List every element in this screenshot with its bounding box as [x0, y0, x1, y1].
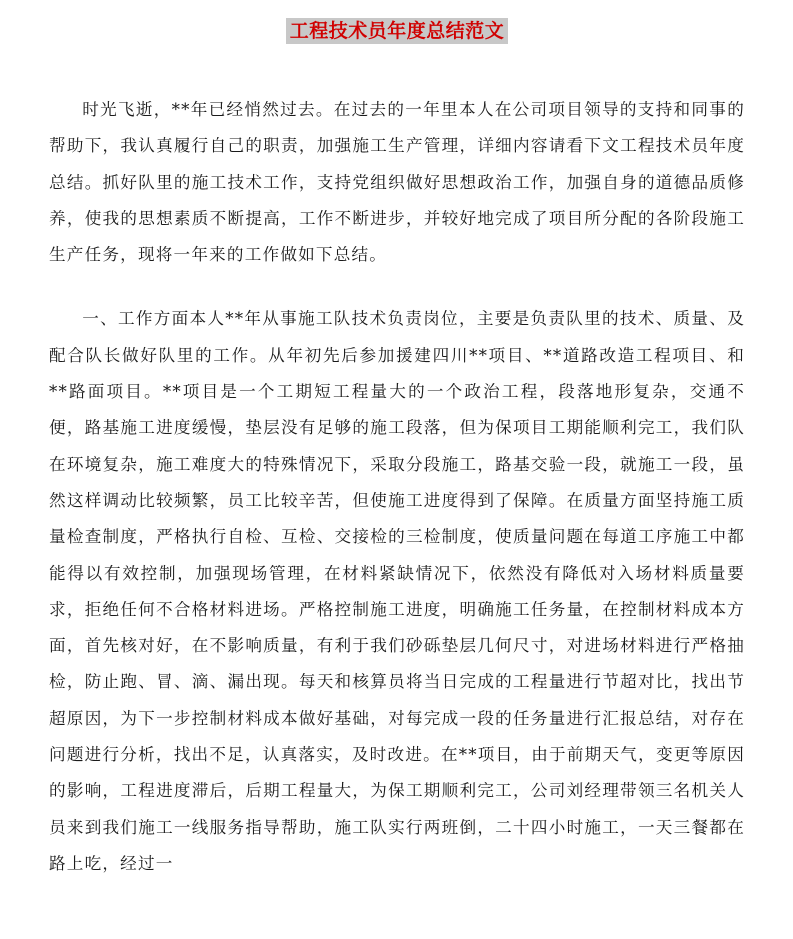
- paragraph-work-section: 一、工作方面本人**年从事施工队技术负责岗位，主要是负责队里的技术、质量、及配合队长做好队里的工作。从年初先后参加援建四川**项目、**道路改造工程项目、和**路面项目。**项目是一个工期短工程量大的一个政治工程，段落地形复杂，交通不便，路基施工进度缓慢，垫层没有足够的施工段落，但为保项目工期能顺利完工，我们队在环境复杂，施工难度大的特殊情况下，采取分段施工，路基交验一段，就施工一段，虽然这样调动比较频繁，员工比较辛苦，但使施工进度得到了保障。在质量方面坚持施工质量检查制度，严格执行自检、互检、交接检的三检制度，使质量问题在每道工序施工中都能得以有效控制，加强现场管理，在材料紧缺情况下，依然没有降低对入场材料质量要求，拒绝任何不合格材料进场。严格控制施工进度，明确施工任务量，在控制材料成本方面，首先核对好，在不影响质量，有利于我们砂砾垫层几何尺寸，对进场材料进行严格抽检，防止跑、冒、滴、漏出现。每天和核算员将当日完成的工程量进行节超对比，找出节超原因，为下一步控制材料成本做好基础，对每完成一段的任务量进行汇报总结，对存在问题进行分析，找出不足，认真落实，及时改进。在**项目，由于前期天气，变更等原因的影响，工程进度滞后，后期工程量大，为保工期顺利完工，公司刘经理带领三名机关人员来到我们施工一线服务指导帮助，施工队实行两班倒，二十四小时施工，一天三餐都在路上吃，经过一: [49, 309, 745, 873]
- title-container: [49, 18, 745, 48]
- paragraph-intro: 时光飞逝，**年已经悄然过去。在过去的一年里本人在公司项目领导的支持和同事的帮助下，我认真履行自己的职责，加强施工生产管理，详细内容请看下文工程技术员年度总结。抓好队里的施工技术工作，支持党组织做好思想政治工作，加强自身的道德品质修养，使我的思想素质不断提高，工作不断进步，并较好地完成了项目所分配的各阶段施工生产任务，现将一年来的工作做如下总结。: [49, 100, 745, 265]
- document-title: 工程技术员年度总结范文: [286, 18, 509, 44]
